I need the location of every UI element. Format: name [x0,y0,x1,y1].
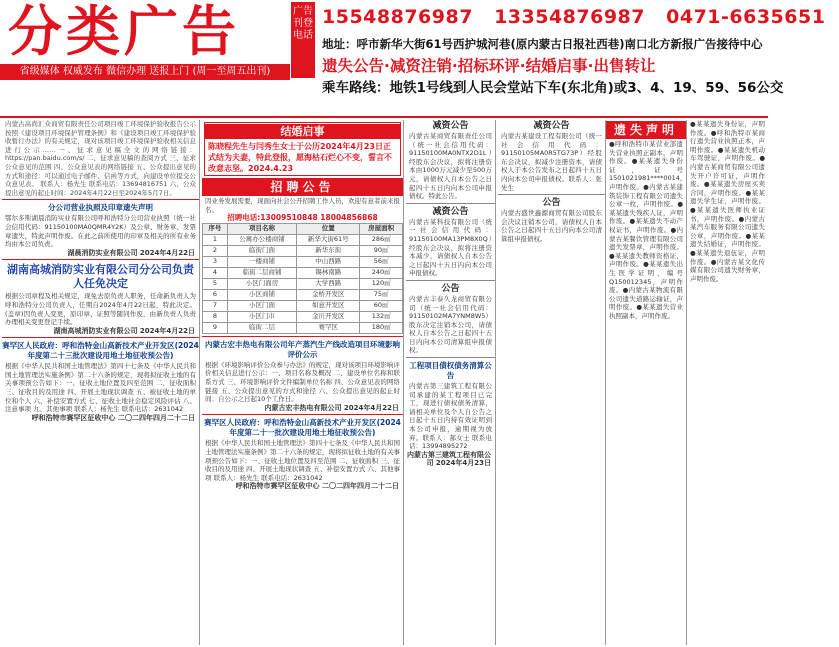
marriage-text: 陈晓程先生与闫秀生女士于公历2024年4月23日正式结为夫妻，特此登报，愿海枯石烂心不变，誓言不改意志坚。2024.4.23 [208,142,392,173]
table-header-row [203,223,403,234]
notice-text: 内蒙古丰泰久龙商贸有限公司（统一社会信用代码：91150102MA7YNM8W5）股东决定注销本公司，请债权人自本公告之日起四十五日内向本公司清算组申报债权。 [409,294,492,355]
notice-text: 根据《环境影响评价公众参与办法》的规定，现对该项目环境影响评价相关信息进行公示：一、项目名称及概况 二、建设单位名称和联系方式 三、环境影响评价文件编制单位名称 四、公众意见表的网络链接 五、公众提出意见的方式和途径 六、公众提出意见的起止时间：自公示之日起10个工作日。 [205,360,400,404]
table-cell: 4 [203,267,228,278]
table-cell: 小区门面房 [227,278,297,289]
divider [202,414,403,415]
table-cell: 小区商铺 [227,289,297,300]
table-cell: 小区门市 [227,311,297,322]
notice-heading: 公告 [441,283,460,294]
table-cell: 56㎡ [360,256,403,267]
table-cell: 6 [203,289,228,300]
table-row [203,278,403,289]
column-header: 位置 [297,223,360,234]
table-cell: 如意开发区 [297,300,360,311]
table-row [203,322,403,333]
page-title: 分类广告 [8,0,240,63]
notice-text: 根据公司章程及相关规定，现免去原负责人职务，任命新负责人为呼和浩特分公司负责人，任期自2024年4月22日起，特此决定。(盖章)因负责人变更，原印章、证照等随同作废，由新负责人负责办理相关变更登记手续。 [5,292,196,327]
ad-phone-label-line: 广告 [293,6,313,17]
divider [2,337,199,338]
divider [2,199,199,200]
notice-heading: 减资公告 [533,121,570,131]
table-cell: 90㎡ [360,245,403,256]
notice-heading: 内蒙古宏丰热电有限公司年产蒸汽生产线改造项目环境影响评价公示 [205,339,400,359]
notice-heading: 减资公告 [432,206,469,217]
table-cell: 临街二层商铺 [227,267,297,278]
column-header: 项目名称 [227,223,297,234]
notice-heading: 湖南高城消防实业有限公司分公司负责人任免决定 [7,263,194,291]
column-3 [406,120,496,645]
marriage-notice [204,122,401,176]
table-cell: 60㎡ [360,300,403,311]
notice-text: 根据《中华人民共和国土地管理法》第四十七条及《中华人民共和国土地管理法实施条例》第二十六条的规定，现将拟征收土地的有关事项预公告如下：一、征收土地位置及四至范围 二、征收面积 三、征收目的及用途 四、开展土地现状调查 五、补偿安置方式 六、其他事项 联系人：杨先生 联系电话：2631042 [205,439,400,482]
phone-number: 15548876987 [322,6,473,28]
notice-signature: 内蒙古第三建筑工程有限公司 2024年4月23日 [407,450,491,468]
phone-numbers [322,6,839,28]
table-row [203,300,403,311]
lost-notice-text: ●呼和浩特市某营业部遗失营业执照正副本，声明作废。●某某遗失身份证，证号1501021981****0014，声明作废。●内蒙古某建筑装饰工程有限公司遗失公章一枚，声明作废。●某某遗失残疾人证，声明作废。●某某遗失不动产权证书，声明作废。●内蒙古某餐饮管理有限公司遗失发票章，声明作废。●某某遗失教师资格证，声明作废。●某某遗失出生医学证明，编号Q150012345，声明作废。●内蒙古某物流有限公司遗失道路运输证，声明作废。●某某遗失营业执照副本，声明作废。 [609,140,687,320]
recruit-intro: 因业务发展需要，现面向社会公开招聘工作人员，欢迎有意者前来报名。 [205,197,400,214]
table-cell: 锡林南路 [297,267,360,278]
ad-phone-label [291,2,315,78]
table-cell: 中山西路 [297,256,360,267]
lost-notice-text: ●某某遗失身份证，声明作废。●呼和浩特市某商行遗失营业执照正本，声明作废。●某某遗失机动车驾驶证，声明作废。●内蒙古某商贸有限公司遗失开户许可证，声明作废。●某某遗失房屋买卖合同，声明作废。●某某遗失学生证，声明作废。●某某遗失医师执业证书，声明作废。●内蒙古某汽车服务有限公司遗失公章，声明作废。●某某遗失结婚证，声明作废。●某某遗失退伍证，声明作废。●内蒙古某文化传媒有限公司遗失财务章，声明作废。 [690,120,765,283]
table-cell: 240㎡ [360,267,403,278]
table-cell: 金川开发区 [297,311,360,322]
table-row [203,311,403,322]
table-cell: 小区门面 [227,300,297,311]
table-cell: 大学西路 [297,278,360,289]
notice-text: 内蒙古某科技有限公司（统一社会信用代码：91150100MA13PM8X0Q）经股东会决议，拟将注册资本减少，请债权人自本公告之日起四十五日内向本公司申报债权。 [409,217,492,278]
table-cell: 75㎡ [360,289,403,300]
table-cell: 一楼商铺 [227,256,297,267]
column-1 [2,120,200,645]
notice-heading: 赛罕区人民政府：呼和浩特金山高新技术产业开发区(2024年度第二十三批次建设用地土地征收预公告) [2,341,199,361]
notice-heading: 工程项目债权债务清算公告 [409,361,492,381]
slogan-bar: 省级媒体 权威发布 微信办理 送报上门 (周一至周五出刊) [0,64,290,80]
notice-text: 根据《中华人民共和国土地管理法》第四十七条及《中华人民共和国土地管理法实施条例》第二十六条的规定，现将拟征收土地的有关事项预公告如下：一、征收土地位置及四至范围 二、征收面积 三、征收目的及用途 四、开展土地现状调查 五、被征收土地的单位和个人 六、补偿安置方式 七、征收土地社会稳定风险评估 八、注意事项 九、其他事项 联系人：杨先生 联系电话：2631042 [5,362,196,414]
table-row [203,289,403,300]
notice-signature: 内蒙古宏丰热电有限公司 2024年4月22日 [264,403,399,412]
header-divider [0,116,768,118]
phone-number: 13354876987 [494,6,645,28]
notice-heading: 公告 [542,198,561,209]
divider [406,203,495,204]
table-row [203,256,403,267]
marriage-heading: 结婚启事 [205,124,400,139]
recruit-table-body [203,234,403,333]
notice-text: 鄂尔多斯湖晨消防实业有限公司呼和浩特分公司营业执照（统一社会信用代码：91150100MA0QMR4Y2K）及公章、财务章、发票章遗失，特此声明作废。在此之前所使用的印章及相关的所有业务均由本公司负责。 [5,214,196,249]
table-cell: 180㎡ [360,322,403,333]
notice-signature: 湖晨消防实业有限公司 2024年4月22日 [67,248,195,257]
table-cell: 7 [203,300,228,311]
divider [406,280,495,281]
divider [498,194,605,195]
table-row [203,245,403,256]
notice-text: 内蒙古第三建筑工程有限公司承建的某工程项目已完工，现进行债权债务清算，请相关单位及个人自公告之日起十五日内持有效证明到本公司申报，逾期视为放弃。联系人：郝女士 联系电话：13994895272 [409,382,492,451]
bus-route: 乘车路线：地铁1号线到人民会堂站下车(东北角)或3、4、19、59、56公交 [322,80,784,96]
notice-signature: 呼和浩特市赛罕区征收中心 二〇二四年四月二十二日 [235,482,399,491]
column-4 [498,120,606,645]
column-6 [687,120,768,645]
column-header: 房屋面积 [360,223,403,234]
divider [202,336,403,337]
header [0,0,826,118]
table-row [203,234,403,245]
divider [406,357,495,358]
table-cell: 132㎡ [360,311,403,322]
notice-heading: 减资公告 [432,121,469,131]
address: 地址：呼市新华大街61号西护城河巷(原内蒙古日报社西巷)南口北方新报广告接待中心 [322,37,763,51]
notice-text: 内蒙古某建设工程有限公司（统一社会信用代码：91150105MA0R5TG73P）经股东会决议，拟减少注册资本，请债权人于本公告发布之日起四十五日内向本公司申报债权。联系人：张先生 [501,132,602,192]
table-cell: 120㎡ [360,278,403,289]
table-cell: 5 [203,278,228,289]
table-cell: 2 [203,245,228,256]
notice-text: 内蒙古盛世鑫源商贸有限公司股东会决议注销本公司，请债权人自本公告之日起四十五日内向本公司清算组申报债权。 [501,209,602,243]
table-cell: 新华东街 [297,245,360,256]
table-row [203,267,403,278]
notice-heading: 赛罕区人民政府：呼和浩特金山高新技术产业开发区(2024年度第二十一批次建设用地土地征收预公告) [204,418,401,438]
column-2 [202,120,404,645]
table-cell: 临街二层 [227,322,297,333]
column-5 [606,120,687,645]
divider [2,259,199,260]
table-cell: 8 [203,311,228,322]
table-cell: 临街门面 [227,245,297,256]
phone-number: 0471-6635651 [666,6,826,28]
recruit-heading: 招聘公告 [202,178,403,196]
table-cell: 1 [203,234,228,245]
column-header: 序号 [203,223,228,234]
notice-signature: 湖南高城消防实业有限公司 2024年4月22日 [53,326,195,335]
table-cell: 3 [203,256,228,267]
recruit-table [202,223,403,334]
table-cell: 新华大街61号 [297,234,360,245]
table-cell: 赛罕区 [297,322,360,333]
notice-heading: 分公司营业执照及印章遗失声明 [48,203,153,213]
recruit-phone: 招聘电话:13009510848 18004856868 [227,213,378,223]
env-notice-text: 内蒙古高尚汇众商贸有限责任公司项目竣工环境保护验收报告公示 按照《建设项目环境保护管理条例》和《建设项目竣工环境保护验收暂行办法》的有关规定，现对该项目竣工环境保护验收相关信息进行公示……一、征求意见稿全文的网络链接：https://pan.baidu.com/s/ 二、征求意见稿的查阅方式 三、征求公众意见的范围 四、公众意见表的网络链接 五、公众提出意见的方式和途径：可以通过电子邮件、信函等方式，向建设单位提交公众意见表。 联系人：杨先生 联系电话：13694816751 六、公众提出意见的起止时间：2024年4月22日至2024年5月7日。 [5,120,196,197]
table-cell: 9 [203,322,228,333]
table-cell: 286㎡ [360,234,403,245]
lost-notice-heading: 遗失声明 [606,121,686,139]
table-cell: 公寓办公楼商铺 [227,234,297,245]
ad-phone-label-line: 刊登 [293,18,313,29]
services-list: 遗失公告·减资注销·招标环评·结婚启事·出售转让 [322,57,656,75]
table-cell: 金桥开发区 [297,289,360,300]
notice-signature: 呼和浩特市赛罕区征收中心 二〇二四年四月二十二日 [31,413,195,422]
ad-phone-label-line: 电话 [293,30,313,41]
title-block [0,0,290,80]
notice-text: 内蒙古某商贸有限责任公司（统一社会信用代码：91150100MA0NTX2D1L）经股东会决议，拟将注册资本由1000万元减少至500万元，请债权人自本公告之日起四十五日内向本公司申报债权。特此公告。 [409,132,492,201]
